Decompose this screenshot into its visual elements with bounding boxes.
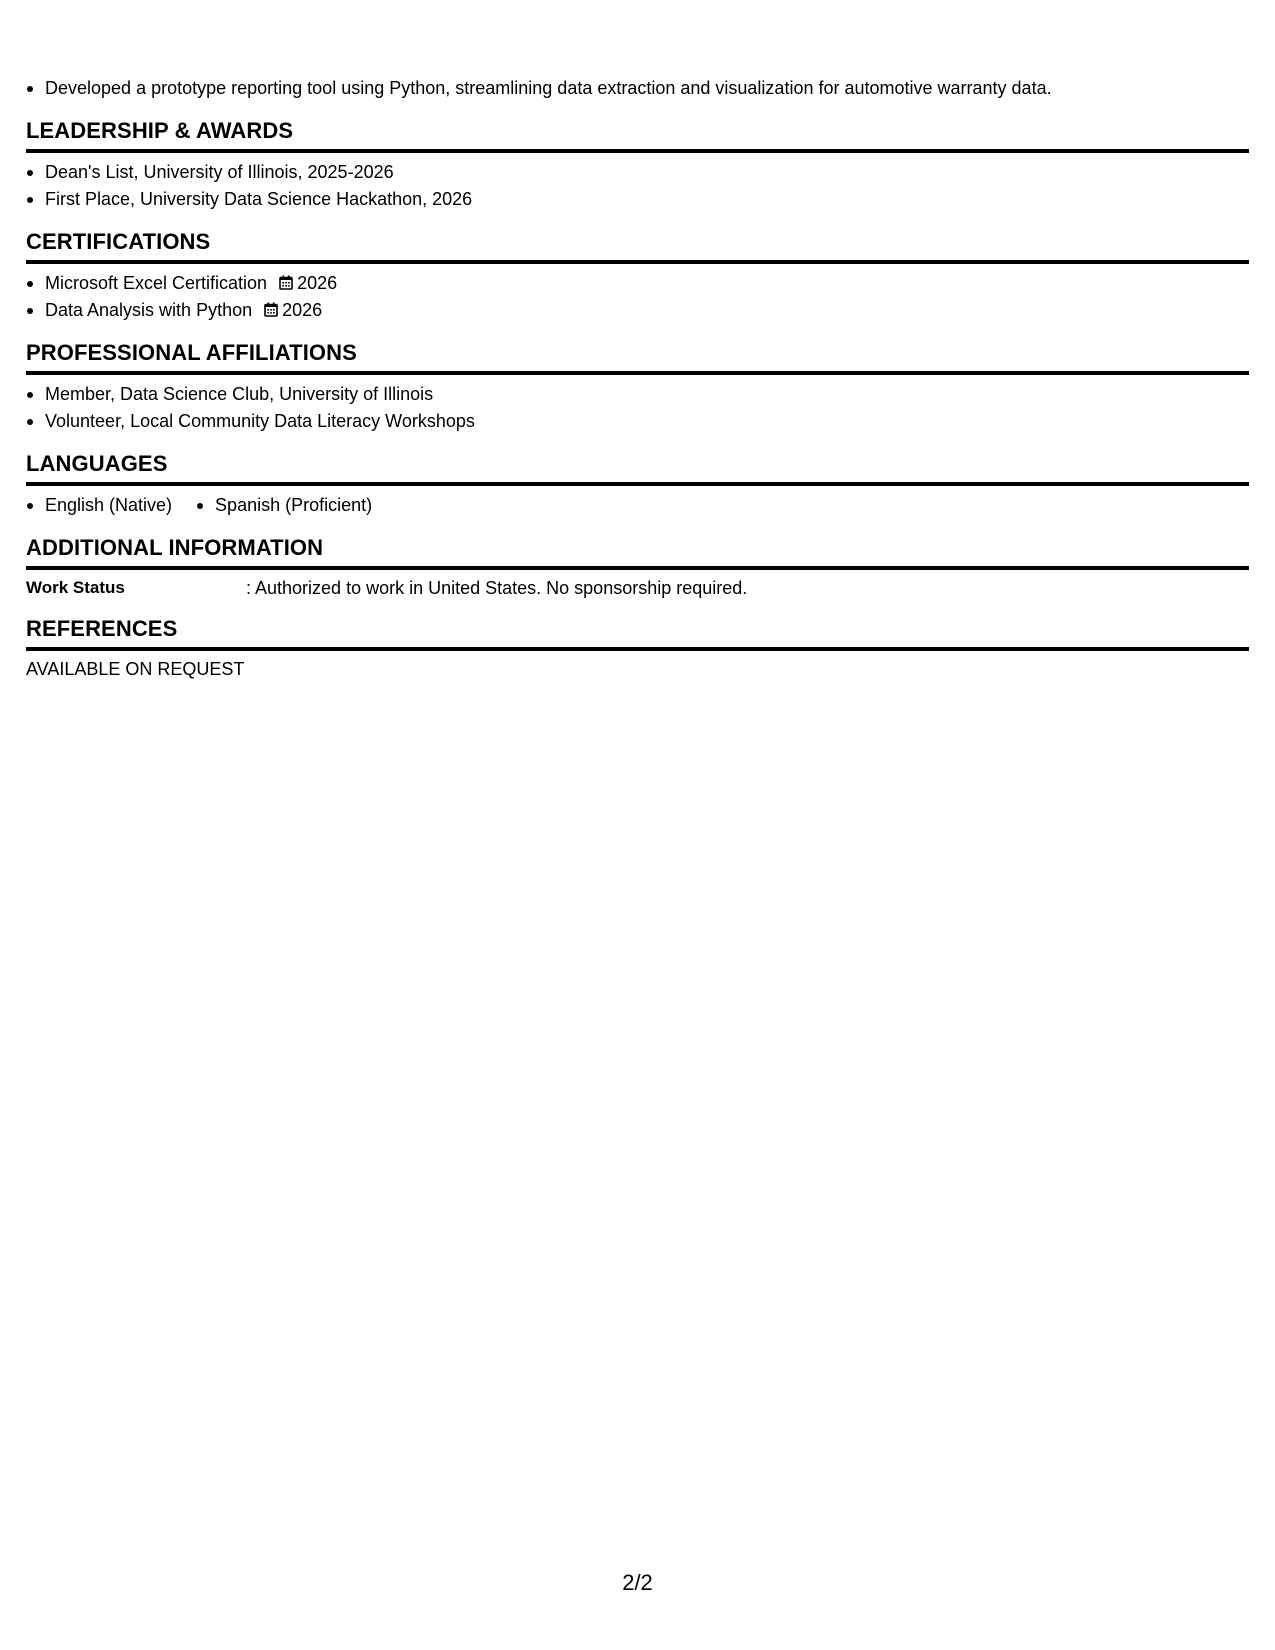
calendar-icon [279, 275, 293, 290]
section-references [26, 614, 1249, 681]
section-additional-information [26, 533, 1249, 600]
section-divider [26, 260, 1249, 264]
section-divider [26, 482, 1249, 486]
certification-year: 2026 [282, 300, 323, 320]
section-title: ADDITIONAL INFORMATION [26, 535, 324, 560]
list-item: Volunteer, Local Community Data Literacy Workshops [26, 408, 1249, 435]
list-item: First Place, University Data Science Hackathon, 2026 [26, 186, 1249, 213]
section-leadership [26, 116, 1249, 213]
page-number: 2/2 [622, 1570, 653, 1595]
affiliations-list [26, 381, 1249, 435]
certification-item [26, 297, 1249, 324]
work-status-value: : Authorized to work in United States. No sponsorship required. [246, 578, 748, 598]
calendar-icon [264, 302, 278, 317]
certifications-list [26, 270, 1249, 324]
certification-name: Data Analysis with Python [45, 300, 253, 320]
section-title: CERTIFICATIONS [26, 229, 211, 254]
references-text: AVAILABLE ON REQUEST [26, 659, 245, 679]
leadership-list [26, 159, 1249, 213]
work-status-label: Work Status [26, 578, 125, 597]
section-title: REFERENCES [26, 616, 178, 641]
resume-page [26, 0, 1249, 681]
section-title: LEADERSHIP & AWARDS [26, 118, 294, 143]
certification-year: 2026 [297, 273, 338, 293]
list-item: Member, Data Science Club, University of Illinois [26, 381, 1249, 408]
experience-bullets [26, 75, 1249, 102]
languages-list [26, 492, 1249, 519]
section-divider [26, 647, 1249, 651]
work-status-row [26, 576, 1249, 600]
section-divider [26, 371, 1249, 375]
language-item: English (Native) [26, 492, 172, 519]
section-certifications [26, 227, 1249, 324]
certification-item [26, 270, 1249, 297]
list-item: Developed a prototype reporting tool using Python, streamlining data extraction and visualization for automotive warranty data. [26, 75, 1249, 102]
certification-name: Microsoft Excel Certification [45, 273, 268, 293]
section-affiliations [26, 338, 1249, 435]
section-divider [26, 566, 1249, 570]
section-divider [26, 149, 1249, 153]
section-title: LANGUAGES [26, 451, 168, 476]
list-item: Dean's List, University of Illinois, 2025-2026 [26, 159, 1249, 186]
section-title: PROFESSIONAL AFFILIATIONS [26, 340, 357, 365]
section-languages [26, 449, 1249, 519]
language-item: Spanish (Proficient) [196, 492, 372, 519]
